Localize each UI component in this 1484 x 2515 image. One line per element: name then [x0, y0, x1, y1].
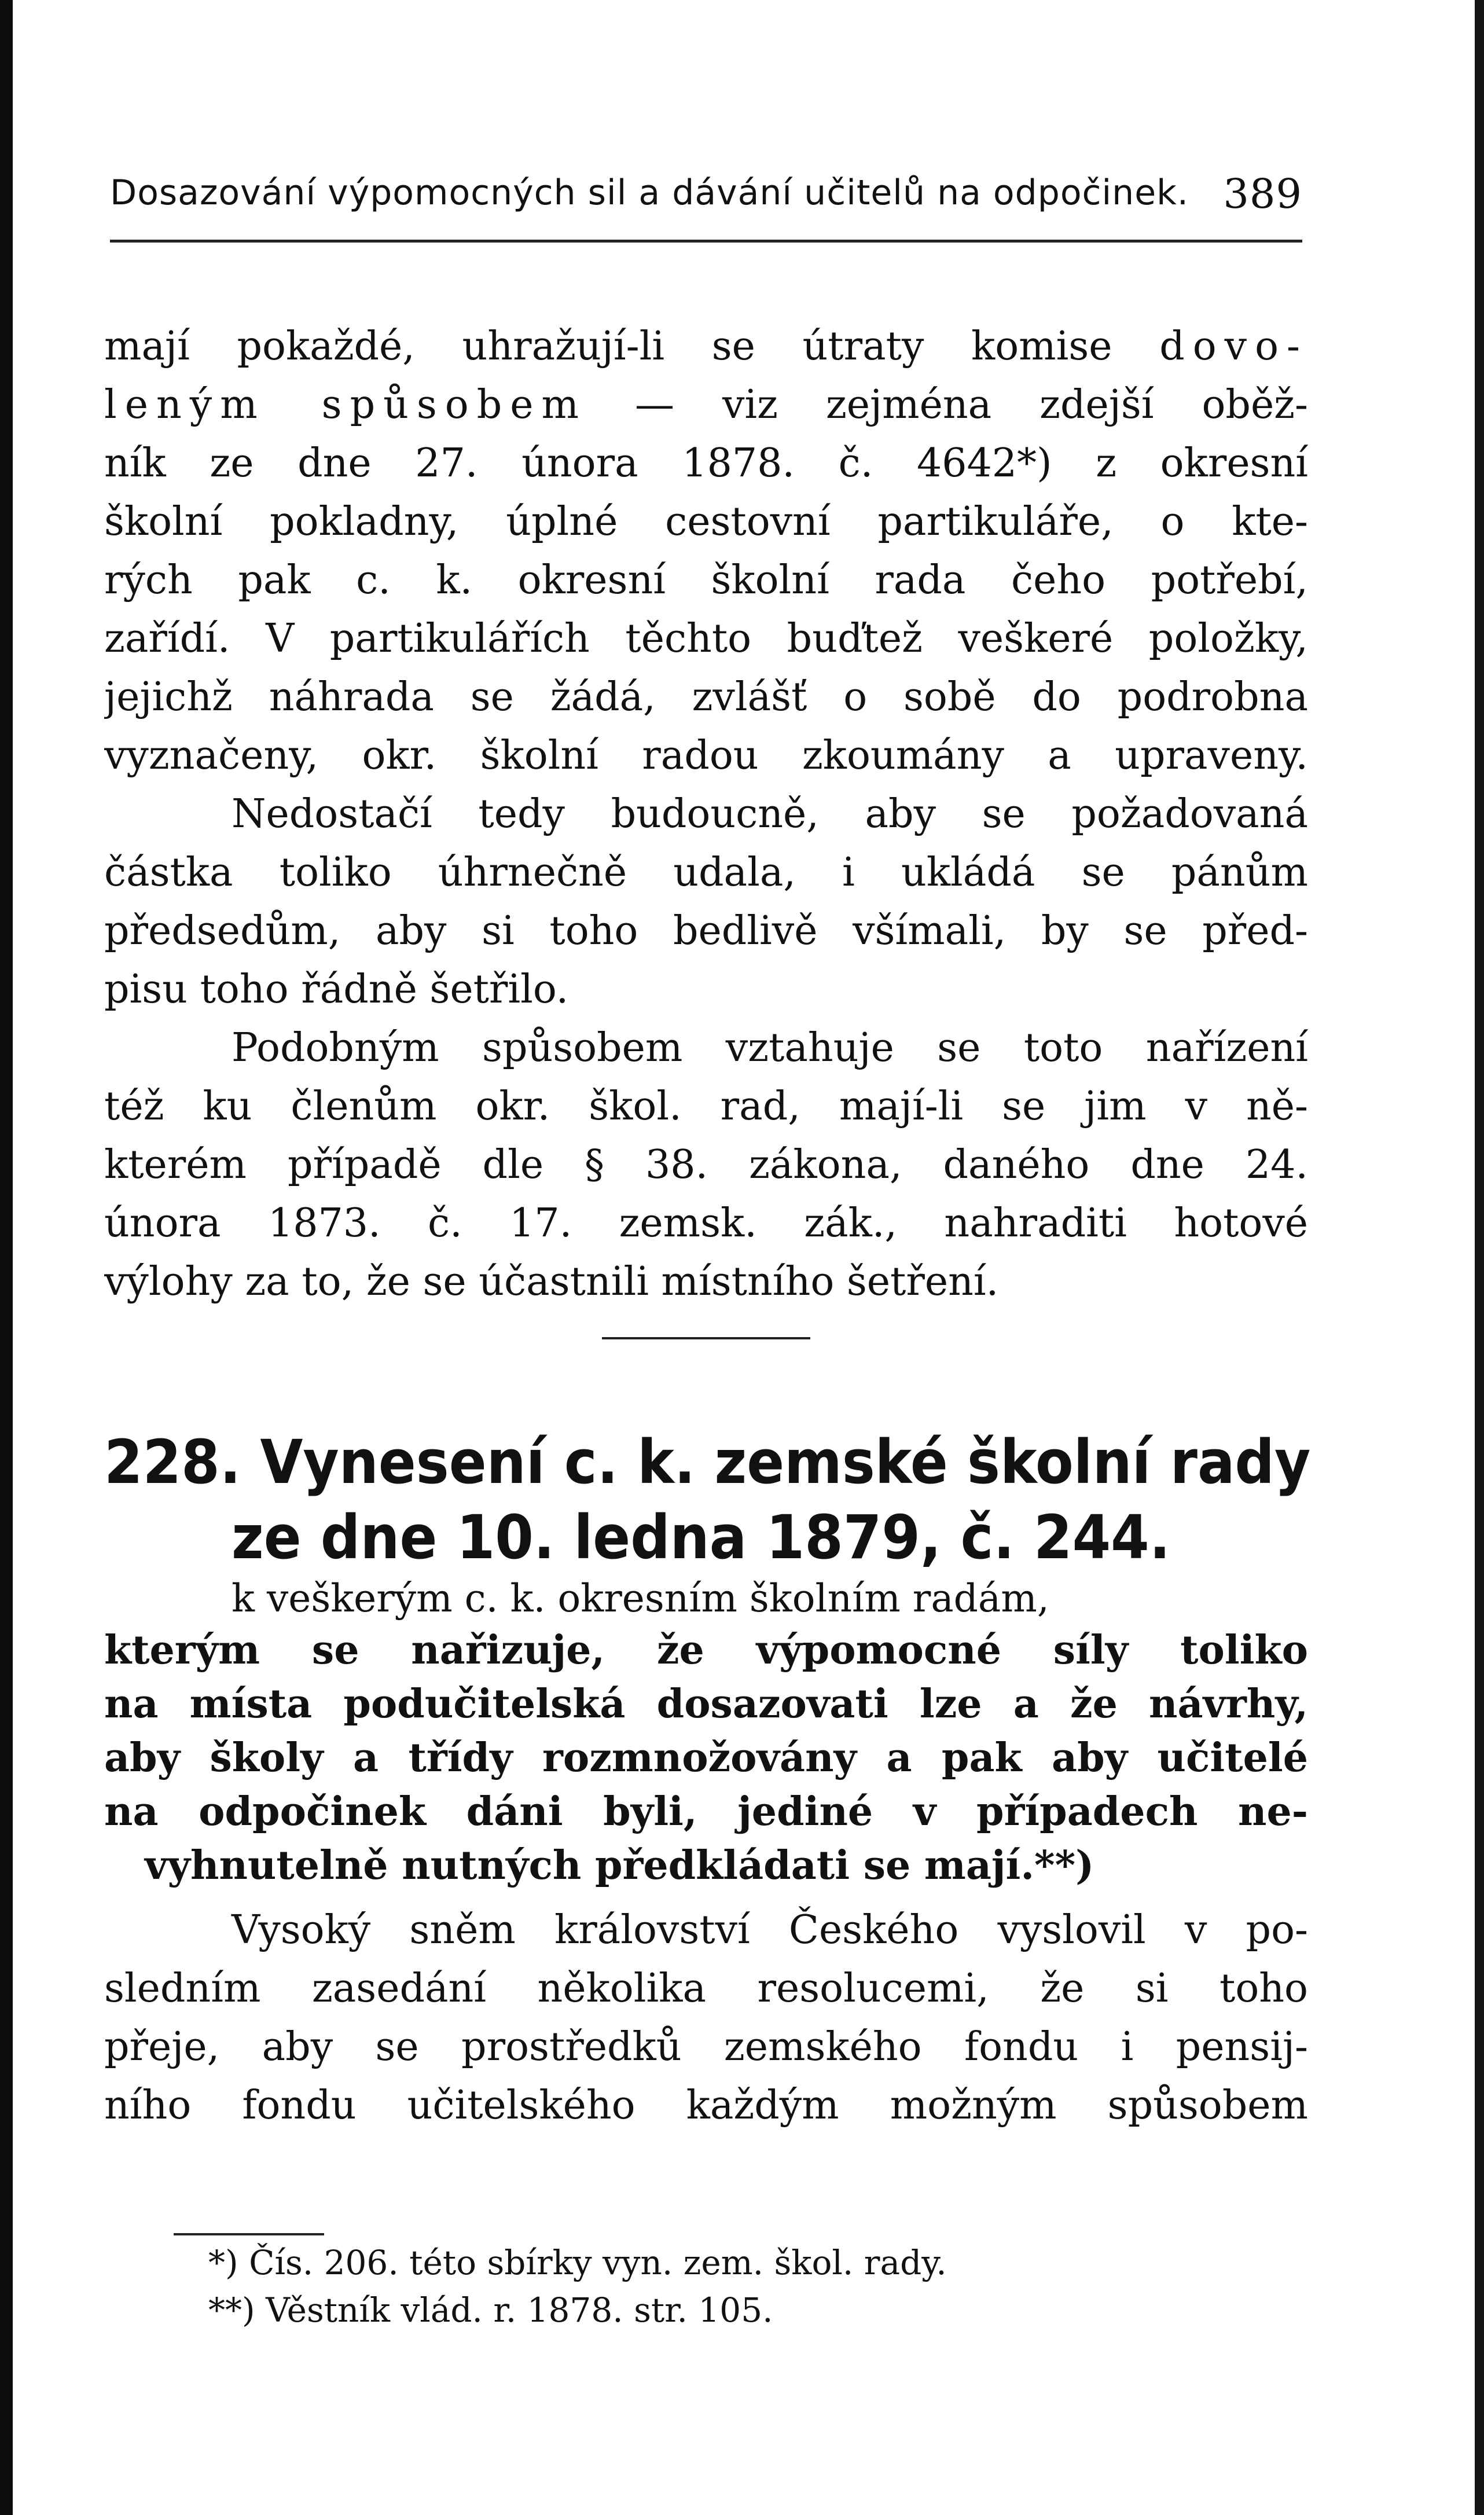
section-heading-date: ze dne 10. ledna 1879, č. 244.	[232, 1502, 1171, 1573]
body-line: leným spůsobem — viz zejména zdejší oběž-	[104, 382, 1308, 428]
section-addressee: k veškerým c. k. okresním školním radám,	[232, 1576, 1049, 1621]
body-line: přeje, aby se prostředků zemského fondu i pensij-	[104, 2024, 1308, 2070]
summary-line: na místa podučitelská dosazovati lze a že návrhy,	[104, 1681, 1308, 1727]
body-line: mají pokaždé, uhražují-li se útraty komise dovo-	[104, 324, 1308, 369]
body-line: též ku členům okr. škol. rad, mají-li se jim v ně-	[104, 1084, 1308, 1129]
body-line: předsedům, aby si toho bedlivě všímali, by se před-	[104, 908, 1308, 954]
body-line: částka toliko úhrnečně udala, i ukládá se pánům	[104, 850, 1308, 895]
body-text-top	[104, 317, 1308, 1311]
body-line: Podobným spůsobem vztahuje se toto nařízení	[232, 1025, 1308, 1071]
summary-line: na odpočinek dáni byli, jediné v případech ne-	[104, 1789, 1308, 1835]
footnote: *) Čís. 206. této sbírky vyn. zem. škol. rady.	[208, 2243, 947, 2282]
spaced-emphasis: dovo-	[1159, 324, 1308, 369]
section-heading: 228. Vynesení c. k. zemské školní rady	[104, 1427, 1311, 1497]
summary-line: vyhnutelně nutných předkládati se mají.**)	[145, 1842, 1094, 1889]
page-edge-right	[1475, 0, 1484, 2515]
page-number: 389	[1223, 170, 1302, 218]
body-line: kterém případě dle § 38. zákona, daného dne 24.	[104, 1142, 1308, 1188]
body-line: zařídí. V partikulářích těchto buďtež veškeré položky,	[104, 616, 1308, 662]
body-text-bottom	[104, 1901, 1308, 2135]
running-head	[110, 172, 1302, 219]
body-line: ník ze dne 27. února 1878. č. 4642*) z okresní	[104, 440, 1308, 486]
summary-line: aby školy a třídy rozmnožovány a pak aby učitelé	[104, 1735, 1308, 1781]
body-line: školní pokladny, úplné cestovní partikuláře, o kte-	[104, 499, 1308, 545]
body-line: výlohy za to, že se účastnili místního šetření.	[104, 1259, 999, 1305]
body-line: jejichž náhrada se žádá, zvlášť o sobě do podrobna	[104, 674, 1308, 720]
body-line: Nedostačí tedy budoucně, aby se požadovaná	[232, 791, 1308, 837]
footnotes	[208, 2239, 1308, 2334]
header-rule	[110, 240, 1302, 243]
body-line: sledním zasedání několika resolucemi, že si toho	[104, 1966, 1308, 2011]
page-edge-left	[0, 0, 13, 2515]
body-line: února 1873. č. 17. zemsk. zák., nahraditi hotové	[104, 1200, 1308, 1246]
summary-line: kterým se nařizuje, že výpomocné síly toliko	[104, 1627, 1308, 1673]
body-line: vyznačeny, okr. školní radou zkoumány a upraveny.	[104, 733, 1308, 779]
spaced-emphasis: leným spůsobem	[104, 382, 587, 428]
section-separator	[602, 1337, 810, 1339]
body-line: ního fondu učitelského každým možným spůsobem	[104, 2083, 1308, 2128]
body-line: Vysoký sněm království Českého vyslovil v po-	[232, 1907, 1308, 1953]
body-line: pisu toho řádně šetřilo.	[104, 967, 569, 1012]
footnote: **) Věstník vlád. r. 1878. str. 105.	[208, 2290, 773, 2330]
body-line: rých pak c. k. okresní školní rada čeho potřebí,	[104, 557, 1308, 603]
footnote-rule	[174, 2233, 324, 2235]
running-head-title: Dosazování výpomocných sil a dávání učitelů na odpočinek.	[110, 172, 1189, 213]
section-summary	[104, 1624, 1308, 1893]
